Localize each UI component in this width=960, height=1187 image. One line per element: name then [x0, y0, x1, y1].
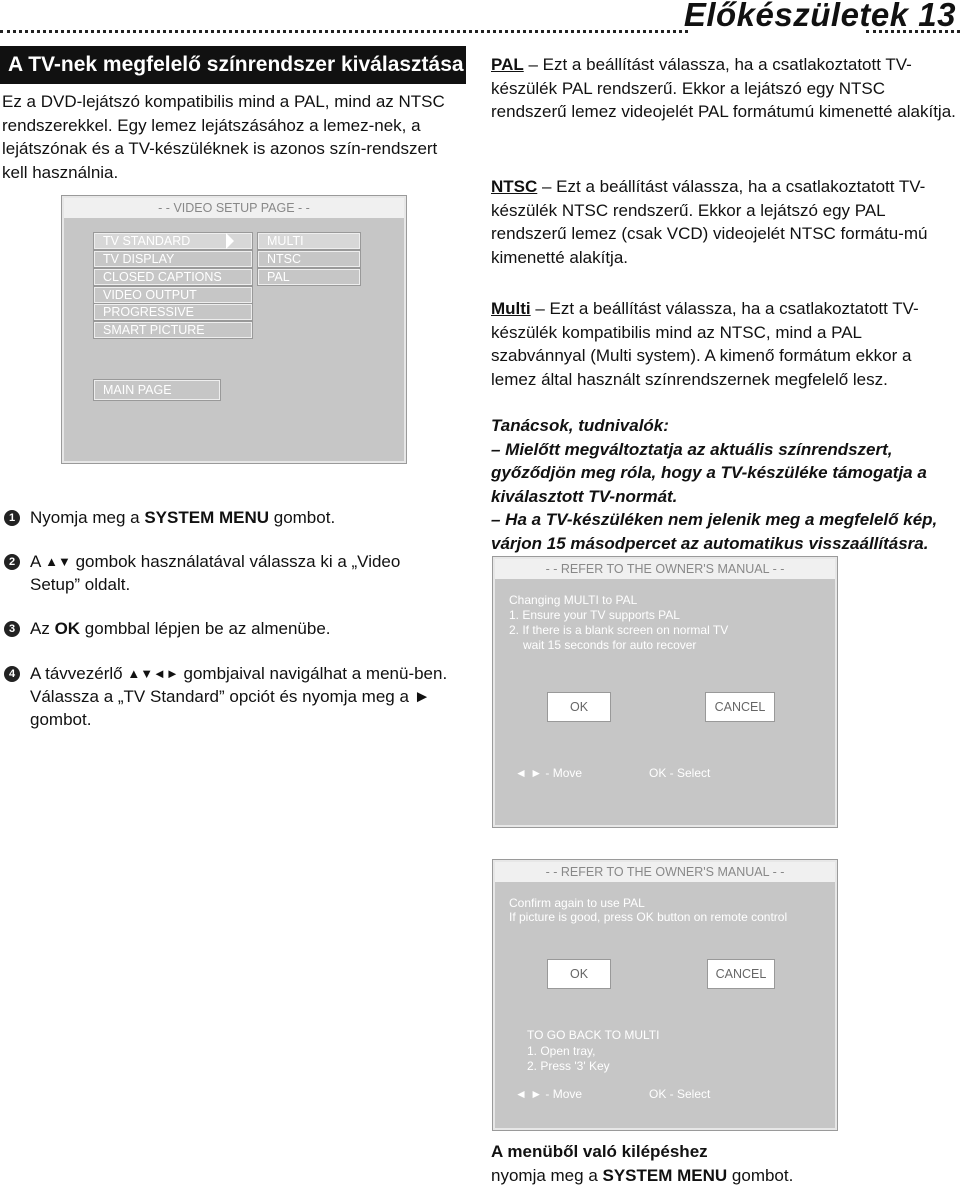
menu-item-tv-display[interactable]: TV DISPLAY — [94, 251, 252, 267]
submenu-item-multi[interactable]: MULTI — [258, 233, 360, 249]
submenu-item-ntsc[interactable]: NTSC — [258, 251, 360, 267]
move-hint: ◄ ► - Move — [515, 766, 583, 780]
video-setup-screen — [62, 196, 406, 463]
submenu-item-pal[interactable]: PAL — [258, 269, 360, 285]
submenu-arrow-icon — [226, 233, 234, 249]
section-title: A TV-nek megfelelő színrendszer kiválasztása — [0, 46, 466, 84]
screen-header: - - VIDEO SETUP PAGE - - — [64, 198, 404, 218]
ok-button[interactable]: OK — [547, 959, 611, 989]
select-hint: OK - Select — [649, 766, 711, 780]
dialog-header: - - REFER TO THE OWNER'S MANUAL - - — [495, 862, 835, 882]
up-down-arrows-icon: ▲▼ — [45, 554, 71, 569]
tips-title: Tanácsok, tudnivalók: — [491, 416, 669, 435]
tip-item: – Ha a TV-készüléken nem jelenik meg a megfelelő kép, várjon 15 másodpercet az automatikus visszaállításra. — [491, 510, 938, 553]
owners-manual-dialog-1: - - REFER TO THE OWNER'S MANUAL - - Changing MULTI to PAL 1. Ensure your TV supports PAL 2. If there is a blank screen on normal TV wait 15 seconds for auto recover OK CANCEL ◄ ► - Move OK - Select — [493, 557, 837, 827]
step-number: 3 — [4, 621, 20, 637]
chapter-title: Előkészületek 13 — [683, 0, 956, 33]
menu-item-smart-picture[interactable]: SMART PICTURE — [94, 322, 252, 338]
owners-manual-dialog-2: - - REFER TO THE OWNER'S MANUAL - - Confirm again to use PAL If picture is good, press OK button on remote control OK CANCEL TO GO BACK TO MULTI 1. Open tray, 2. Press '3' Key ◄ ► - Move OK - Select — [493, 860, 837, 1130]
menu-item-video-output[interactable]: VIDEO OUTPUT — [94, 287, 252, 303]
exit-title: A menüből való kilépéshez — [491, 1142, 708, 1161]
cancel-button[interactable]: CANCEL — [707, 959, 775, 989]
term-multi: Multi – Ezt a beállítást válassza, ha a csatlakoztatott TV-készülék kompatibilis mind az NTSC, mind a PAL szabvánnyal (Multi system). A kimenő formátum ekkor a lemez által használt színrendszernek megfelelő lesz. — [491, 299, 919, 389]
main-page-button[interactable]: MAIN PAGE — [94, 380, 220, 400]
term-pal: PAL – Ezt a beállítást válassza, ha a csatlakoztatott TV-készülék PAL rendszerű. Ekkor a lejátszó egy NTSC rendszerű lemez videojelét PAL formátumú kimenetté alakítja. — [491, 55, 956, 121]
menu-item-progressive[interactable]: PROGRESSIVE — [94, 304, 252, 320]
dialog-header: - - REFER TO THE OWNER'S MANUAL - - — [495, 559, 835, 579]
tip-item: – Mielőtt megváltoztatja az aktuális színrendszert, győződjön meg róla, hogy a TV-készüléke támogatja a kiválasztott TV-normát. — [491, 439, 927, 506]
step-number: 1 — [4, 510, 20, 526]
term-ntsc: NTSC – Ezt a beállítást válassza, ha a csatlakoztatott TV-készülék NTSC rendszerű. Ekkor a lejátszó egy PAL rendszerű lemez (csak VCD) videojelét NTSC formátu-mú kimenetté alakítja. — [491, 177, 928, 267]
step-number: 2 — [4, 554, 20, 570]
exit-note: A menüből való kilépéshez nyomja meg a SYSTEM MENU gombot. — [491, 1140, 957, 1187]
header-dotted-rule — [0, 30, 688, 33]
step-number: 4 — [4, 666, 20, 682]
cancel-button[interactable]: CANCEL — [705, 692, 775, 722]
move-hint: ◄ ► - Move — [515, 1087, 583, 1101]
menu-item-closed-captions[interactable]: CLOSED CAPTIONS — [94, 269, 252, 285]
menu-item-tv-standard[interactable]: TV STANDARD — [94, 233, 252, 249]
select-hint: OK - Select — [649, 1087, 711, 1101]
tips-block — [491, 414, 957, 555]
intro-paragraph: Ez a DVD-lejátszó kompatibilis mind a PAL, mind az NTSC rendszerekkel. Egy lemez lejátszásához a lemez-nek, a lejátszónak és a TV-készüléknek is azonos szín-rendszert kell használnia. — [2, 92, 445, 182]
navigation-arrows-icon: ▲▼◄► — [127, 666, 179, 681]
ok-button[interactable]: OK — [547, 692, 611, 722]
